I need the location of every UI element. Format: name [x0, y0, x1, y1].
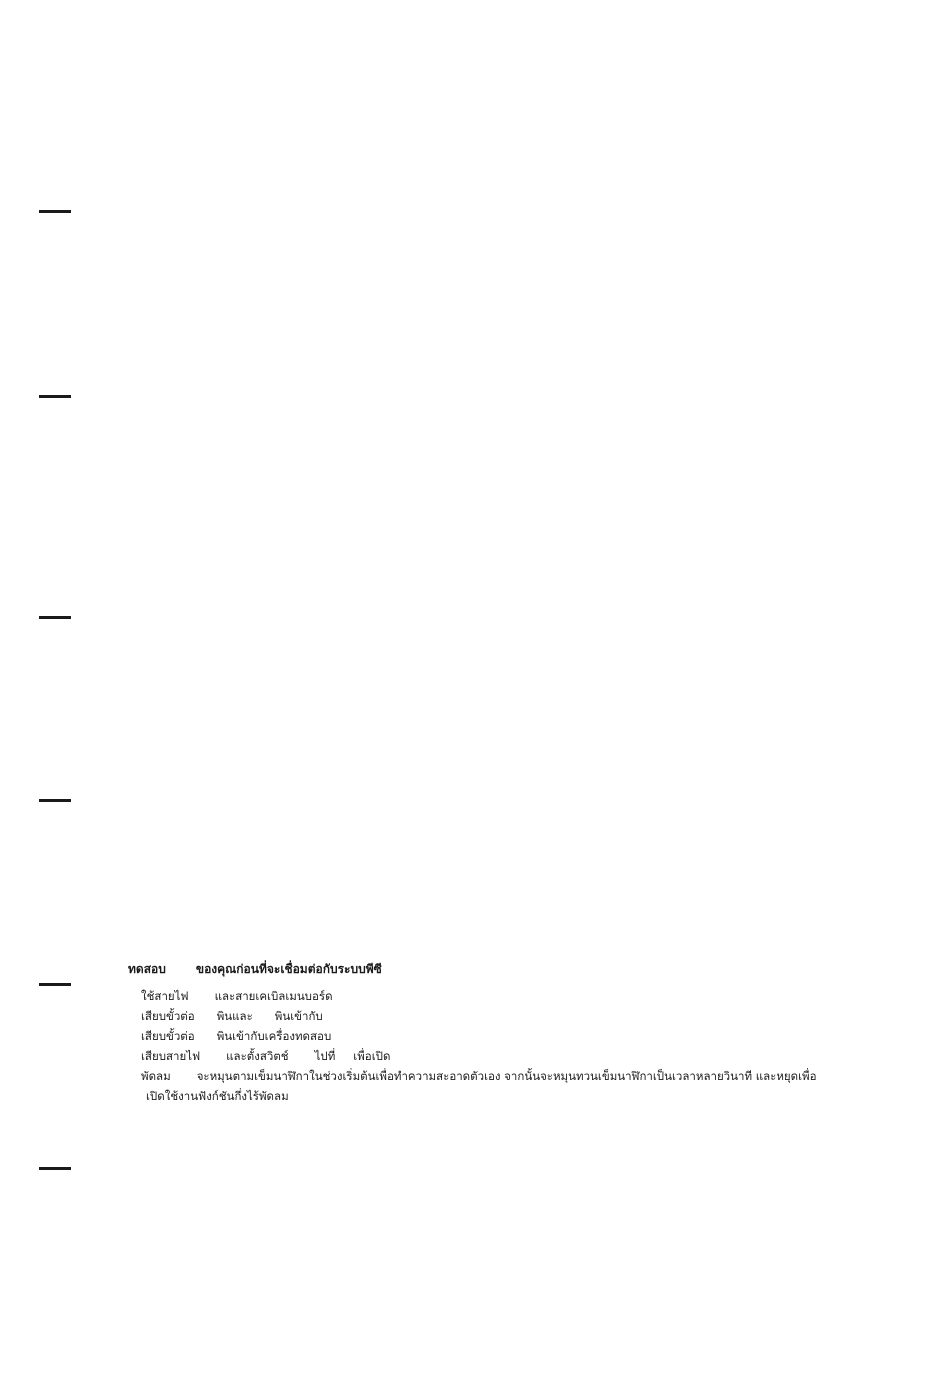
step-3 [141, 1026, 918, 1046]
test-procedure-section [128, 958, 918, 1106]
step-1 [141, 986, 918, 1006]
step-4 [141, 1046, 918, 1066]
step-4-text-d: เพื่อเปิด [353, 1049, 391, 1063]
margin-mark-1 [39, 210, 71, 213]
step-2-text-c: พินเข้ากับ [274, 1009, 323, 1023]
step-2-text-b: พินและ [216, 1009, 253, 1023]
step-4-text-c: ไปที่ [314, 1049, 336, 1063]
section-heading [128, 958, 918, 980]
step-4-text-b: และตั้งสวิตช์ [226, 1049, 289, 1063]
step-4-text-a: เสียบสายไฟ [141, 1049, 201, 1063]
step-2 [141, 1006, 918, 1026]
heading-part-1: ทดสอบ [128, 962, 166, 976]
step-3-text-b: พินเข้ากับเครื่องทดสอบ [216, 1029, 332, 1043]
step-2-text-a: เสียบขั้วต่อ [141, 1009, 195, 1023]
step-3-text-a: เสียบขั้วต่อ [141, 1029, 195, 1043]
step-1-text-b: และสายเคเบิลเมนบอร์ด [214, 989, 333, 1003]
step-5-text-a: พัดลม [141, 1069, 171, 1083]
margin-mark-3 [39, 616, 71, 619]
heading-part-2: ของคุณก่อนที่จะเชื่อมต่อกับระบบพีซี [195, 962, 382, 976]
step-5 [141, 1066, 918, 1106]
step-5-text-b: จะหมุนตามเข็มนาฬิกาในช่วงเริ่มต้นเพื่อทำความสะอาดตัวเอง จากนั้นจะหมุนทวนเข็มนาฬิกาเป็นเวลาหลายวินาที และหยุดเพื่อ [196, 1069, 817, 1083]
margin-mark-2 [39, 395, 71, 398]
margin-mark-4 [39, 799, 71, 802]
step-1-text-a: ใช้สายไฟ [141, 989, 189, 1003]
step-5-text-c: เปิดใช้งานฟังก์ชันกึ่งไร้พัดลม [146, 1089, 289, 1103]
margin-mark-6 [39, 1167, 71, 1170]
step-list [141, 986, 918, 1106]
margin-mark-5 [39, 983, 71, 986]
